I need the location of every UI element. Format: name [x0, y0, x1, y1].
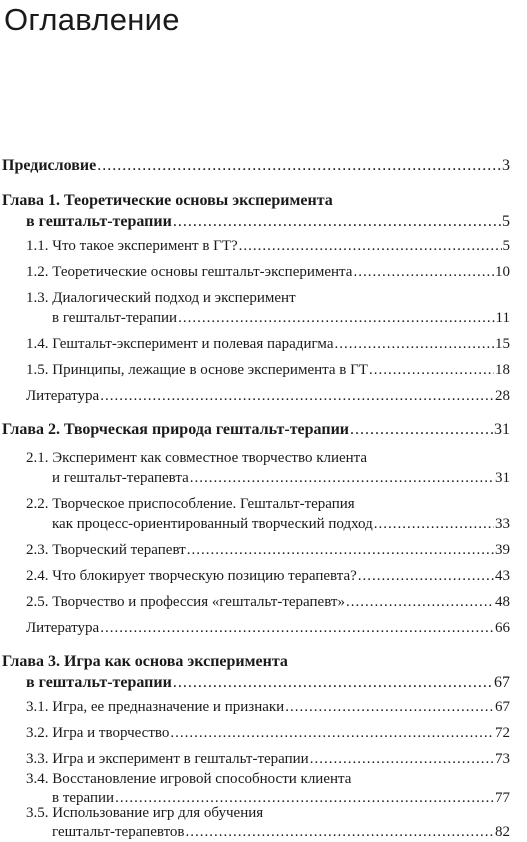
toc-entry-1-1[interactable]: [0, 236, 510, 256]
toc-entry-label: Глава 2. Творческая природа гештальт-терапии: [2, 421, 349, 438]
toc-entry-2-3[interactable]: [0, 540, 510, 560]
leader-dots: [334, 334, 494, 354]
toc-entry-page: 3: [502, 157, 510, 174]
leader-dots: [346, 592, 494, 612]
toc-entry-page: 11: [495, 310, 510, 326]
toc-entry-label-continued: и гештальт-терапевта: [52, 470, 189, 486]
leader-dots: [374, 514, 494, 534]
toc-entry-page: 77: [495, 790, 510, 806]
toc-entry-page: 5: [502, 213, 510, 230]
toc-entry-page: 82: [495, 824, 510, 840]
toc-entry-page: 28: [495, 388, 510, 404]
toc-entry-3-5[interactable]: [0, 805, 510, 840]
toc-entry-3-3[interactable]: [0, 749, 510, 769]
toc-entry-page: 72: [495, 725, 510, 741]
toc-entry-label: 2.1. Эксперимент как совместное творчество клиента: [26, 450, 368, 466]
leader-dots: [186, 822, 494, 842]
toc-entry-label: 3.4. Восстановление игровой способности клиента: [26, 771, 352, 787]
toc-entry-1-5[interactable]: [0, 360, 510, 380]
leader-dots: [170, 723, 494, 743]
leader-dots: [100, 618, 494, 638]
toc-entry-page: 67: [494, 674, 510, 691]
leader-dots: [350, 420, 493, 440]
leader-dots: [239, 236, 502, 256]
toc-entry-label: 2.3. Творческий терапевт: [26, 542, 186, 558]
toc-entry-page: 15: [495, 336, 510, 352]
leader-dots: [178, 308, 494, 328]
toc-entry-label: 2.2. Творческое приспособление. Гештальт-терапия: [26, 496, 355, 512]
leader-dots: [190, 468, 494, 488]
toc-entry-page: 43: [495, 568, 510, 584]
toc-entry-page: 39: [495, 542, 510, 558]
toc-entry-page: 33: [495, 516, 510, 532]
toc-entry-3-4[interactable]: [0, 769, 510, 807]
toc-entry-chapter-2[interactable]: [0, 420, 510, 440]
toc-entry-page: 66: [495, 620, 510, 636]
toc-entry-page: 48: [495, 594, 510, 610]
toc-entry-label: 1.3. Диалогический подход и эксперимент: [26, 290, 296, 306]
toc-entry-chapter-3[interactable]: [0, 652, 510, 694]
leader-dots: [187, 540, 494, 560]
toc-entry-label: 2.5. Творчество и профессия «гештальт-терапевт»: [26, 594, 345, 610]
toc-entry-2-1[interactable]: [0, 448, 510, 488]
toc-entry-2-5[interactable]: [0, 592, 510, 612]
toc-entry-label: Литература: [26, 620, 100, 636]
toc-entry-label: Глава 1. Теоретические основы эксперимента: [2, 192, 333, 209]
toc-entry-1-2[interactable]: [0, 262, 510, 282]
toc-entry-label-continued: в гештальт-терапии: [26, 674, 172, 691]
toc-entry-page: 73: [495, 751, 510, 767]
toc-entry-page: 67: [495, 699, 510, 715]
toc-entry-2-2[interactable]: [0, 494, 510, 534]
leader-dots: [353, 262, 494, 282]
toc-entry-page: 18: [495, 362, 510, 378]
toc-entry-page: 31: [495, 470, 510, 486]
leader-dots: [358, 566, 494, 586]
toc-entry-3-1[interactable]: [0, 697, 510, 717]
toc-entry-label-continued: гештальт-терапевтов: [52, 824, 185, 840]
toc-entry-page: 31: [494, 421, 510, 438]
toc-entry-chapter-1[interactable]: [0, 191, 510, 233]
leader-dots: [369, 360, 494, 380]
toc-entry-label: Предисловие: [2, 157, 97, 174]
leader-dots: [100, 386, 494, 406]
toc-entry-label: 3.2. Игра и творчество: [26, 725, 170, 741]
toc-entry-label: 1.2. Теоретические основы гештальт-эксперимента: [26, 264, 353, 280]
toc-entry-3-2[interactable]: [0, 723, 510, 743]
toc-entry-page: 5: [502, 238, 510, 254]
leader-dots: [97, 156, 501, 176]
leader-dots: [173, 212, 501, 232]
toc-entry-label: 3.3. Игра и эксперимент в гештальт-терапии: [26, 751, 309, 767]
toc-entry-label: 3.5. Использование игр для обучения: [26, 805, 264, 821]
toc-entry-2-4[interactable]: [0, 566, 510, 586]
toc-entry-label: Литература: [26, 388, 100, 404]
toc-entry-label: 1.5. Принципы, лежащие в основе эксперимента в ГТ: [26, 362, 368, 378]
leader-dots: [173, 673, 493, 693]
toc-entry-label: Глава 3. Игра как основа эксперимента: [2, 653, 288, 670]
toc-entry-1-3[interactable]: [0, 288, 510, 328]
toc-entry-literature-2[interactable]: [0, 618, 510, 638]
toc-entry-label-continued: в гештальт-терапии: [52, 310, 178, 326]
toc-entry-page: 10: [495, 264, 510, 280]
page-title: Оглавление: [4, 2, 180, 37]
toc-entry-label-continued: в терапии: [52, 790, 115, 806]
toc-entry-1-4[interactable]: [0, 334, 510, 354]
toc-entry-label: 1.4. Гештальт-эксперимент и полевая парадигма: [26, 336, 334, 352]
toc-entry-label-continued: как процесс-ориентированный творческий подход: [52, 516, 373, 532]
toc-entry-literature-1[interactable]: [0, 386, 510, 406]
leader-dots: [310, 749, 494, 769]
leader-dots: [285, 697, 494, 717]
toc-entry-label: 1.1. Что такое эксперимент в ГТ?: [26, 238, 238, 254]
toc-entry-label: 2.4. Что блокирует творческую позицию терапевта?: [26, 568, 357, 584]
toc-entry-label: 3.1. Игра, ее предназначение и признаки: [26, 699, 285, 715]
toc-entry-preface[interactable]: [0, 156, 510, 176]
toc-entry-label-continued: в гештальт-терапии: [26, 213, 172, 230]
